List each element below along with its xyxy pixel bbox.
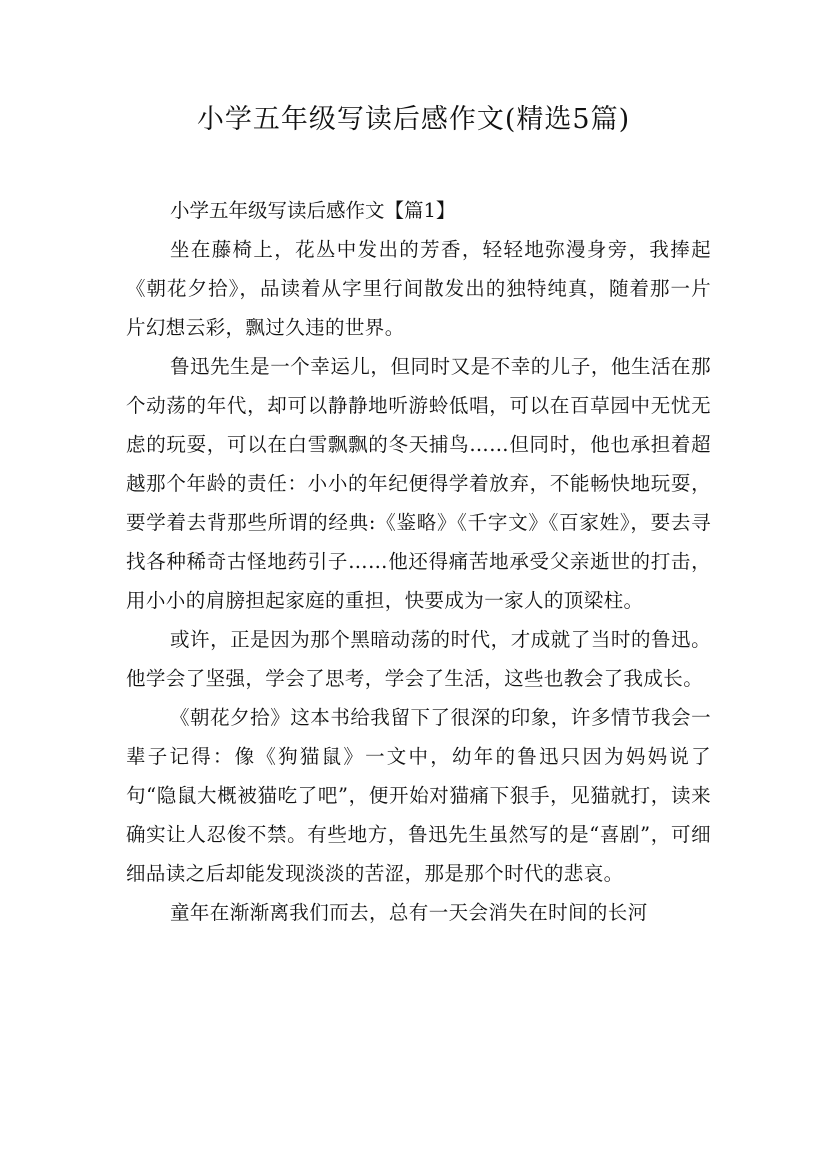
paragraph: 《朝花夕拾》这本书给我留下了很深的印象，许多情节我会一辈子记得：像《狗猫鼠》一文中，幼年的鲁迅只因为妈妈说了句“隐鼠大概被猫吃了吧”，便开始对猫痛下狠手，见猫就打，读来确实让人忍俊不禁。有些地方，鲁迅先生虽然写的是“喜剧”，可细细品读之后却能发现淡淡的苦涩，那是那个时代的悲哀。 [126,706,711,885]
paragraph: 童年在渐渐离我们而去，总有一天会消失在时间的长河 [170,901,648,924]
paragraph: 鲁迅先生是一个幸运儿，但同时又是不幸的儿子，他生活在那个动荡的年代，却可以静静地听游蛉低唱，可以在百草园中无忧无虑的玩耍，可以在白雪飘飘的冬天捕鸟……但同时，他也承担着超越那个年龄的责任：小小的年纪便得学着放弃，不能畅快地玩耍，要学着去背那些所谓的经典:《鉴略》《千字文》《百家姓》，要去寻找各种稀奇古怪地药引子……他还得痛苦地承受父亲逝世的打击，用小小的肩膀担起家庭的重担，快要成为一家人的顶梁柱。 [126,355,711,612]
document-body [126,191,711,932]
paragraph: 坐在藤椅上，花丛中发出的芳香，轻轻地弥漫身旁，我捧起《朝花夕拾》，品读着从字里行间散发出的独特纯真，随着那一片片幻想云彩，飘过久违的世界。 [126,238,711,339]
document-title: 小学五年级写读后感作文(精选5篇) [196,104,631,135]
paragraph: 或许，正是因为那个黑暗动荡的时代，才成就了当时的鲁迅。他学会了坚强，学会了思考，学会了生活，这些也教会了我成长。 [126,628,711,690]
section-heading: 小学五年级写读后感作文【篇1】 [170,199,456,222]
